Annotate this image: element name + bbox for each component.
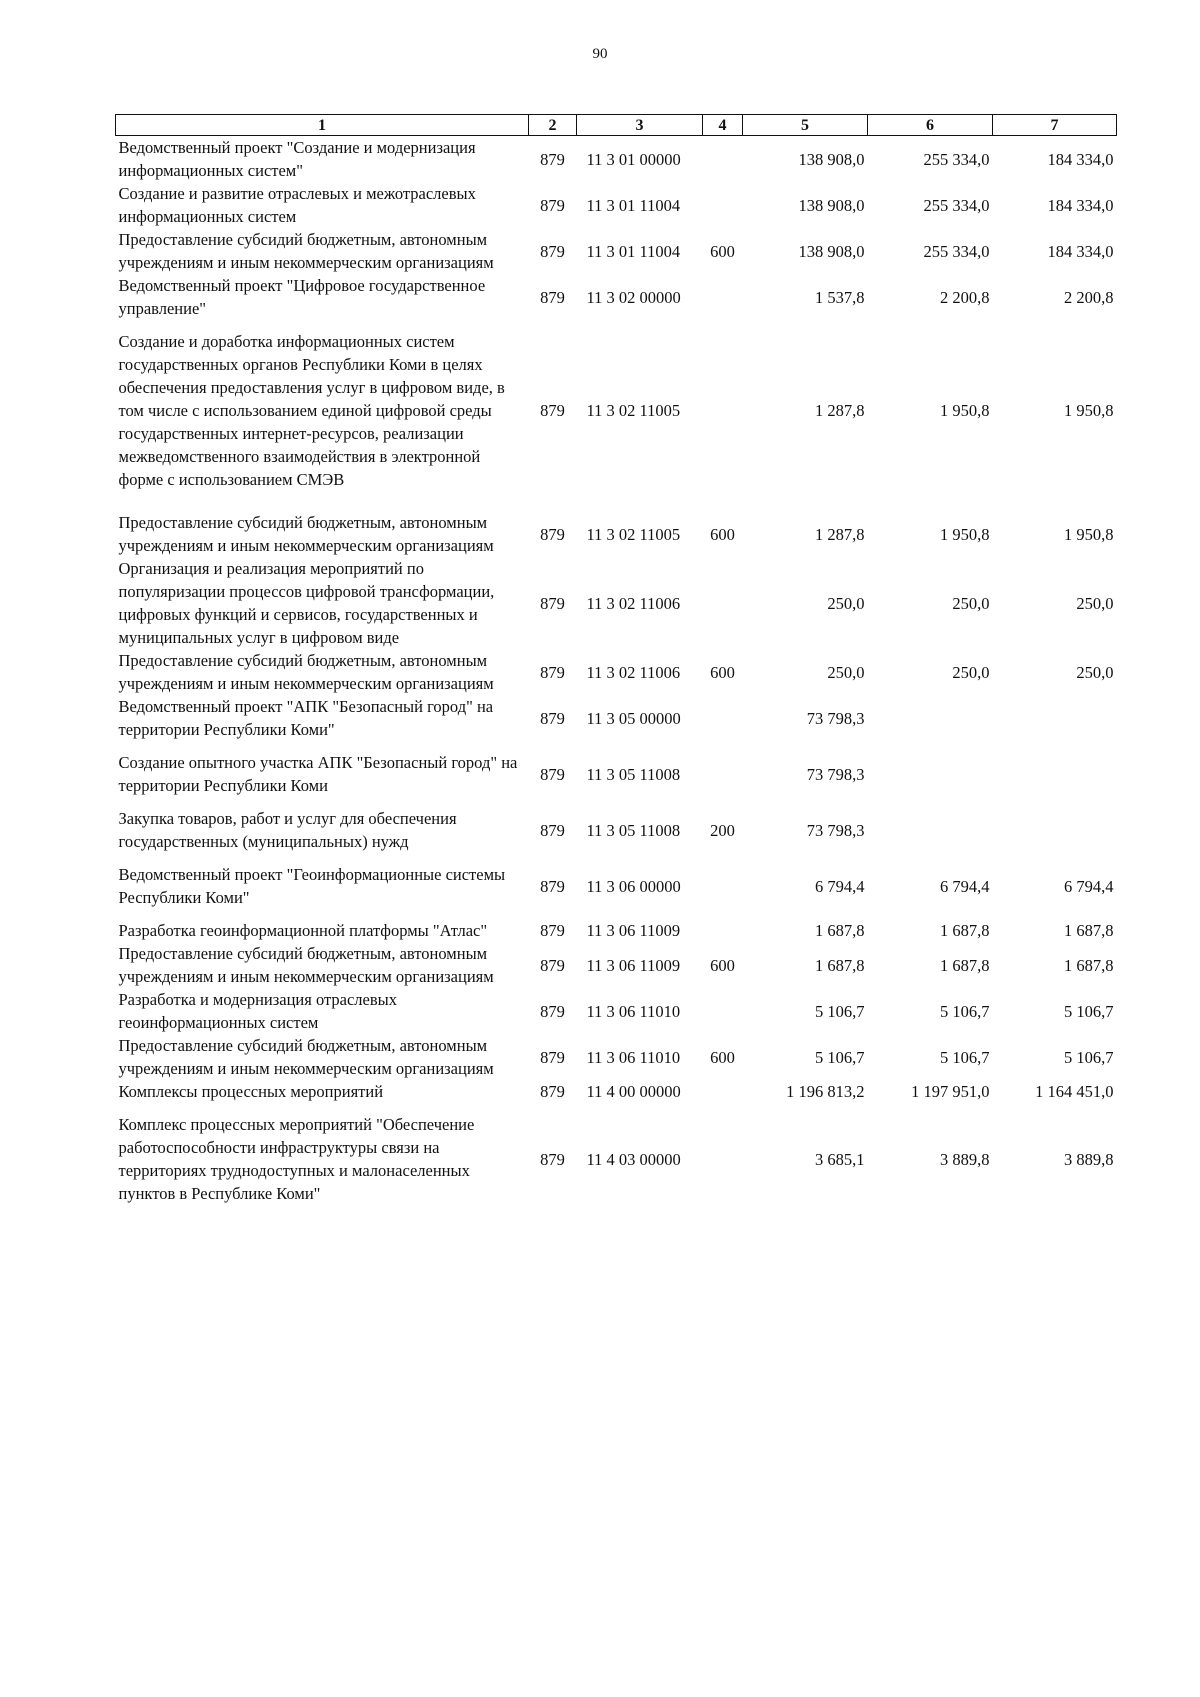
row-value-col6: 255 334,0: [923, 149, 990, 169]
row-value-col5: 73 798,3: [806, 820, 865, 840]
row-csr-code: 11 3 02 00000: [586, 287, 681, 307]
row-vr-code: 600: [710, 1047, 735, 1067]
row-csr-code: 11 3 06 00000: [586, 876, 681, 896]
table-row: [116, 919, 1117, 942]
row-csr-code: 11 3 06 11010: [586, 1001, 681, 1021]
row-value-col7: 184 334,0: [1047, 149, 1114, 169]
header-col-2: 2: [529, 115, 577, 136]
row-value-col5: 73 798,3: [806, 708, 865, 728]
row-csr-code: 11 3 01 11004: [586, 241, 681, 261]
budget-table: [115, 114, 1117, 1205]
row-value-col5: 1 687,8: [815, 921, 865, 940]
row-csr-code: 11 4 00 00000: [586, 1082, 681, 1101]
table-row: [116, 228, 1117, 274]
row-value-col5: 1 287,8: [815, 524, 865, 544]
row-csr-code: 11 3 01 00000: [586, 149, 681, 169]
row-csr-code: 11 4 03 00000: [586, 1149, 681, 1169]
row-value-col6: [868, 807, 993, 863]
row-value-col5: 138 908,0: [798, 241, 865, 261]
table-row: [116, 1103, 1117, 1205]
table-header-row: [116, 115, 1117, 136]
row-value-col5: 250,0: [827, 662, 865, 682]
row-ved-code: 879: [540, 524, 565, 544]
row-ved-code: 879: [540, 764, 565, 784]
row-value-col6: [868, 695, 993, 751]
row-name: Разработка геоинформационной платформы "Атлас": [118, 921, 488, 940]
row-vr-code: 600: [710, 524, 735, 544]
row-name: Разработка и модернизация отраслевых геоинформационных систем: [118, 990, 397, 1032]
row-ved-code: 879: [540, 241, 565, 261]
row-vr-code: [703, 182, 743, 228]
row-name: Комплекс процессных мероприятий "Обеспечение работоспособности инфраструктуры связи на территориях труднодоступных и малонаселенных пунктов в Республике Коми": [118, 1115, 475, 1203]
row-ved-code: 879: [540, 820, 565, 840]
table-row: [116, 501, 1117, 557]
row-value-col6: 5 106,7: [940, 1047, 990, 1067]
row-ved-code: 879: [540, 708, 565, 728]
table-row: [116, 863, 1117, 919]
row-value-col6: 250,0: [952, 593, 990, 613]
row-value-col5: 73 798,3: [806, 764, 865, 784]
row-vr-code: [703, 919, 743, 942]
row-value-col6: 250,0: [952, 662, 990, 682]
table-row: [116, 695, 1117, 751]
row-value-col6: 6 794,4: [940, 876, 990, 896]
table-body: [116, 136, 1117, 1206]
row-ved-code: 879: [540, 662, 565, 682]
row-value-col7: 250,0: [1076, 593, 1114, 613]
row-value-col6: 255 334,0: [923, 195, 990, 215]
table-row: [116, 988, 1117, 1034]
row-value-col5: 1 687,8: [815, 955, 865, 975]
row-vr-code: [703, 695, 743, 751]
row-value-col6: 1 687,8: [940, 955, 990, 975]
row-value-col7: 5 106,7: [1064, 1001, 1114, 1021]
table-row: [116, 557, 1117, 649]
table-row: [116, 942, 1117, 988]
row-vr-code: 600: [710, 241, 735, 261]
row-vr-code: [703, 1080, 743, 1103]
row-name: Предоставление субсидий бюджетным, автономным учреждениям и иным некоммерческим организациям: [118, 1036, 494, 1078]
row-name: Создание и развитие отраслевых и межотраслевых информационных систем: [118, 184, 476, 226]
row-vr-code: [703, 136, 743, 183]
row-csr-code: 11 3 01 11004: [586, 195, 681, 215]
row-value-col7: 184 334,0: [1047, 195, 1114, 215]
row-vr-code: [703, 988, 743, 1034]
row-name: Создание опытного участка АПК "Безопасный город" на территории Республики Коми: [118, 753, 518, 795]
row-ved-code: 879: [540, 287, 565, 307]
row-vr-code: [703, 1103, 743, 1205]
header-col-5: 5: [743, 115, 868, 136]
row-vr-code: [703, 320, 743, 501]
row-value-col5: 6 794,4: [815, 876, 865, 896]
row-ved-code: 879: [540, 401, 565, 420]
row-name: Предоставление субсидий бюджетным, автономным учреждениям и иным некоммерческим организациям: [118, 944, 494, 986]
row-csr-code: 11 3 02 11006: [586, 662, 681, 682]
table-row: [116, 1034, 1117, 1080]
row-name: Предоставление субсидий бюджетным, автономным учреждениям и иным некоммерческим организациям: [118, 651, 494, 693]
row-value-col7: 250,0: [1076, 662, 1114, 682]
row-vr-code: 600: [710, 955, 735, 975]
row-name: Организация и реализация мероприятий по популяризации процессов цифровой трансформации, цифровых функций и сервисов, государственных и муниципальных услуг в цифровом виде: [118, 559, 495, 647]
row-value-col6: [868, 751, 993, 807]
row-csr-code: 11 3 02 11005: [586, 401, 681, 420]
row-name: Создание и доработка информационных систем государственных органов Республики Коми в целях обеспечения предоставления услуг в цифровом виде, в том числе с использованием единой цифровой среды государственных интернет-ресурсов, реализации межведомственного взаимодействия в электронной форме с использованием СМЭВ: [118, 332, 505, 489]
row-csr-code: 11 3 02 11006: [586, 593, 681, 613]
table-row: [116, 136, 1117, 183]
row-csr-code: 11 3 05 11008: [586, 764, 681, 784]
row-value-col7: 1 950,8: [1064, 401, 1114, 420]
table-row: [116, 182, 1117, 228]
row-value-col5: 1 287,8: [815, 401, 865, 420]
row-value-col7: 3 889,8: [1064, 1149, 1114, 1169]
row-vr-code: 200: [710, 820, 735, 840]
row-value-col6: 1 950,8: [940, 401, 990, 420]
row-value-col6: 2 200,8: [940, 287, 990, 307]
row-csr-code: 11 3 06 11009: [586, 921, 681, 940]
header-col-4: 4: [703, 115, 743, 136]
row-value-col7: [993, 807, 1117, 863]
row-value-col5: 250,0: [827, 593, 865, 613]
row-name: Комплексы процессных мероприятий: [118, 1082, 384, 1101]
row-value-col5: 3 685,1: [815, 1149, 865, 1169]
row-value-col7: [993, 751, 1117, 807]
row-name: Ведомственный проект "АПК "Безопасный город" на территории Республики Коми": [118, 697, 494, 739]
row-value-col7: 1 687,8: [1064, 921, 1114, 940]
row-value-col5: 1 196 813,2: [786, 1082, 865, 1101]
row-value-col6: 1 197 951,0: [911, 1082, 990, 1101]
row-value-col7: 1 950,8: [1064, 524, 1114, 544]
row-value-col6: 255 334,0: [923, 241, 990, 261]
row-value-col6: 3 889,8: [940, 1149, 990, 1169]
row-value-col7: [993, 695, 1117, 751]
row-value-col5: 5 106,7: [815, 1047, 865, 1067]
row-vr-code: [703, 557, 743, 649]
row-csr-code: 11 3 02 11005: [586, 524, 681, 544]
header-col-6: 6: [868, 115, 993, 136]
row-ved-code: 879: [540, 593, 565, 613]
header-col-7: 7: [993, 115, 1117, 136]
row-value-col7: 1 164 451,0: [1035, 1082, 1114, 1101]
row-vr-code: [703, 274, 743, 320]
row-csr-code: 11 3 06 11009: [586, 955, 681, 975]
row-name: Предоставление субсидий бюджетным, автономным учреждениям и иным некоммерческим организациям: [118, 230, 494, 272]
row-value-col5: 1 537,8: [815, 287, 865, 307]
row-name: Предоставление субсидий бюджетным, автономным учреждениям и иным некоммерческим организациям: [118, 513, 494, 555]
table-row: [116, 649, 1117, 695]
header-col-1: 1: [116, 115, 529, 136]
row-name: Ведомственный проект "Геоинформационные системы Республики Коми": [118, 865, 506, 907]
row-value-col5: 138 908,0: [798, 195, 865, 215]
header-col-3: 3: [577, 115, 703, 136]
row-value-col7: 184 334,0: [1047, 241, 1114, 261]
row-name: Ведомственный проект "Цифровое государственное управление": [118, 276, 486, 318]
page-number: 90: [592, 46, 608, 62]
row-ved-code: 879: [540, 1001, 565, 1021]
row-ved-code: 879: [540, 921, 565, 940]
row-value-col7: 6 794,4: [1064, 876, 1114, 896]
row-vr-code: [703, 863, 743, 919]
table-row: [116, 751, 1117, 807]
row-value-col7: 1 687,8: [1064, 955, 1114, 975]
row-value-col5: 5 106,7: [815, 1001, 865, 1021]
row-ved-code: 879: [540, 1082, 565, 1101]
row-ved-code: 879: [540, 195, 565, 215]
row-value-col6: 1 687,8: [940, 921, 990, 940]
row-csr-code: 11 3 05 00000: [586, 708, 681, 728]
row-ved-code: 879: [540, 1149, 565, 1169]
table-row: [116, 320, 1117, 501]
row-ved-code: 879: [540, 1047, 565, 1067]
row-value-col7: 2 200,8: [1064, 287, 1114, 307]
row-csr-code: 11 3 06 11010: [586, 1047, 681, 1067]
row-value-col6: 1 950,8: [940, 524, 990, 544]
table-row: [116, 1080, 1117, 1103]
row-value-col6: 5 106,7: [940, 1001, 990, 1021]
row-ved-code: 879: [540, 876, 565, 896]
row-csr-code: 11 3 05 11008: [586, 820, 681, 840]
row-value-col5: 138 908,0: [798, 149, 865, 169]
row-ved-code: 879: [540, 149, 565, 169]
row-vr-code: 600: [710, 662, 735, 682]
row-ved-code: 879: [540, 955, 565, 975]
row-value-col7: 5 106,7: [1064, 1047, 1114, 1067]
row-vr-code: [703, 751, 743, 807]
row-name: Ведомственный проект "Создание и модернизация информационных систем": [118, 138, 476, 180]
row-name: Закупка товаров, работ и услуг для обеспечения государственных (муниципальных) нужд: [118, 809, 457, 851]
table-row: [116, 807, 1117, 863]
table-row: [116, 274, 1117, 320]
